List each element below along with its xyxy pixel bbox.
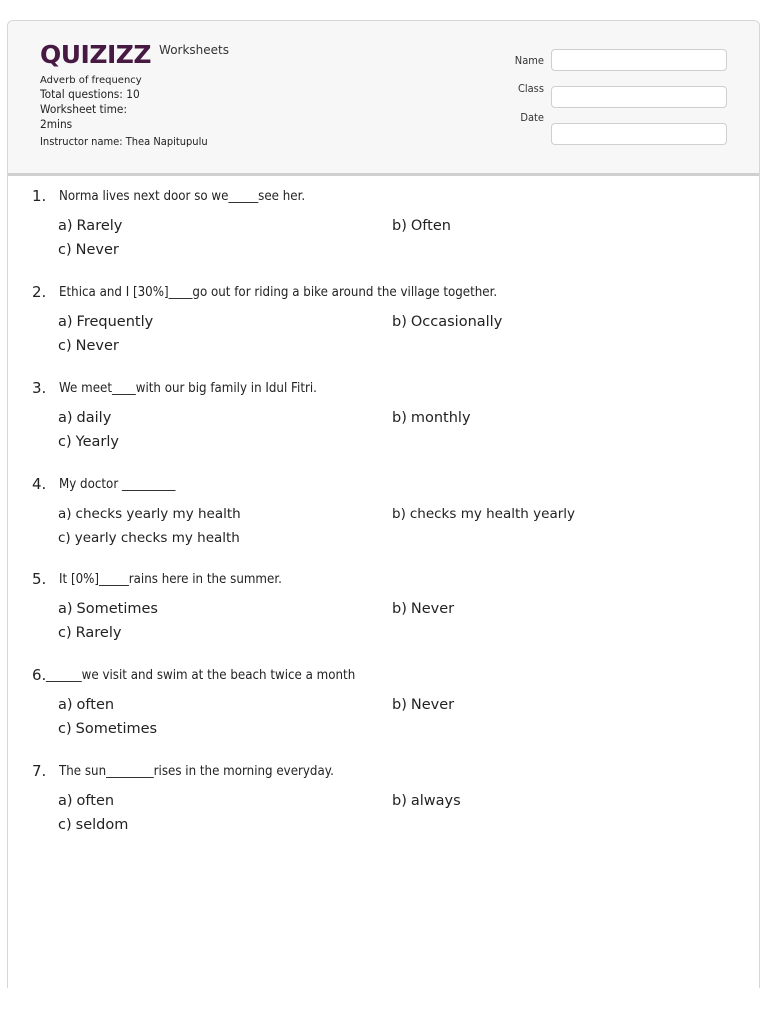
worksheet-header [8,21,759,176]
option-text: often [76,793,115,809]
option-letter: a) [58,697,73,713]
option-text: Often [410,218,451,234]
question-number: 4. [32,475,47,493]
option-text: monthly [410,410,471,426]
option-text: Sometimes [76,601,158,617]
option-text: always [410,793,461,809]
name-label: Name [514,54,544,67]
option-b[interactable] [392,697,454,713]
option-letter: c) [58,242,72,258]
option-c[interactable] [58,530,240,546]
option-letter: b) [392,314,407,330]
instructor-name: Instructor name: Thea Napitupulu [40,135,208,148]
option-a[interactable] [58,793,114,809]
option-b[interactable] [392,218,451,234]
quizizz-logo [40,41,229,69]
option-letter: b) [392,793,407,809]
option-c[interactable] [58,721,157,737]
total-questions: Total questions: 10 [40,87,140,101]
option-c[interactable] [58,817,128,833]
option-b[interactable] [392,506,575,522]
question-number: 2. [32,283,47,301]
class-label: Class [517,82,544,95]
question-text: It [0%]_____rains here in the summer. [59,571,282,587]
option-text: Never [75,242,119,258]
option-letter: c) [58,434,72,450]
option-a[interactable] [58,697,114,713]
option-a[interactable] [58,218,122,234]
logo-subtitle: Worksheets [159,43,230,57]
question-number: 7. [32,762,47,780]
date-field[interactable] [551,123,727,145]
option-text: yearly checks my health [74,530,240,546]
option-letter: b) [392,218,407,234]
option-a[interactable] [58,410,111,426]
question-text: The sun________rises in the morning everyday. [59,763,334,779]
option-letter: a) [58,793,73,809]
option-text: Rarely [76,218,123,234]
option-letter: c) [58,338,72,354]
question-text: My doctor _________ [59,476,176,492]
option-text: Frequently [76,314,154,330]
option-text: Yearly [75,434,119,450]
worksheet-page [7,20,760,988]
option-c[interactable] [58,242,119,258]
question-number: 3. [32,379,47,397]
option-text: often [76,697,115,713]
option-letter: c) [58,625,72,641]
option-text: Sometimes [75,721,158,737]
option-letter: c) [58,721,72,737]
worksheet-title: Adverb of frequency [40,75,142,86]
option-b[interactable] [392,793,461,809]
option-letter: c) [58,817,72,833]
option-text: checks yearly my health [75,506,241,522]
option-c[interactable] [58,338,119,354]
worksheet-time-value: 2mins [40,117,73,131]
option-text: daily [76,410,112,426]
option-letter: b) [392,506,406,522]
option-letter: b) [392,410,407,426]
option-text: Never [410,697,455,713]
option-a[interactable] [58,314,153,330]
option-letter: a) [58,506,72,522]
question-text: Norma lives next door so we_____see her. [59,188,306,204]
option-b[interactable] [392,601,454,617]
date-label: Date [520,111,544,124]
option-letter: b) [392,697,407,713]
option-a[interactable] [58,601,158,617]
question-number: 1. [32,187,47,205]
option-text: checks my health yearly [409,506,576,522]
question-text: We meet____with our big family in Idul Fitri. [59,380,317,396]
question-number: 5. [32,570,47,588]
option-c[interactable] [58,625,121,641]
logo-wordmark: QUIZIZZ [40,40,152,69]
worksheet-time-label: Worksheet time: [40,102,128,116]
option-letter: a) [58,218,73,234]
option-letter: b) [392,601,407,617]
option-text: Never [75,338,119,354]
option-a[interactable] [58,506,241,522]
option-letter: c) [58,530,71,546]
question-text: ______we visit and swim at the beach twice a month [46,667,356,683]
option-text: Rarely [75,625,122,641]
option-c[interactable] [58,434,119,450]
name-field[interactable] [551,49,727,71]
option-letter: a) [58,410,73,426]
class-field[interactable] [551,86,727,108]
option-text: Occasionally [410,314,503,330]
option-text: seldom [75,817,129,833]
option-b[interactable] [392,410,471,426]
option-letter: a) [58,314,73,330]
question-text: Ethica and I [30%]____go out for riding a bike around the village together. [59,284,498,300]
worksheet-meta [40,74,226,149]
option-text: Never [410,601,455,617]
option-b[interactable] [392,314,502,330]
question-number: 6. [32,666,47,684]
option-letter: a) [58,601,73,617]
